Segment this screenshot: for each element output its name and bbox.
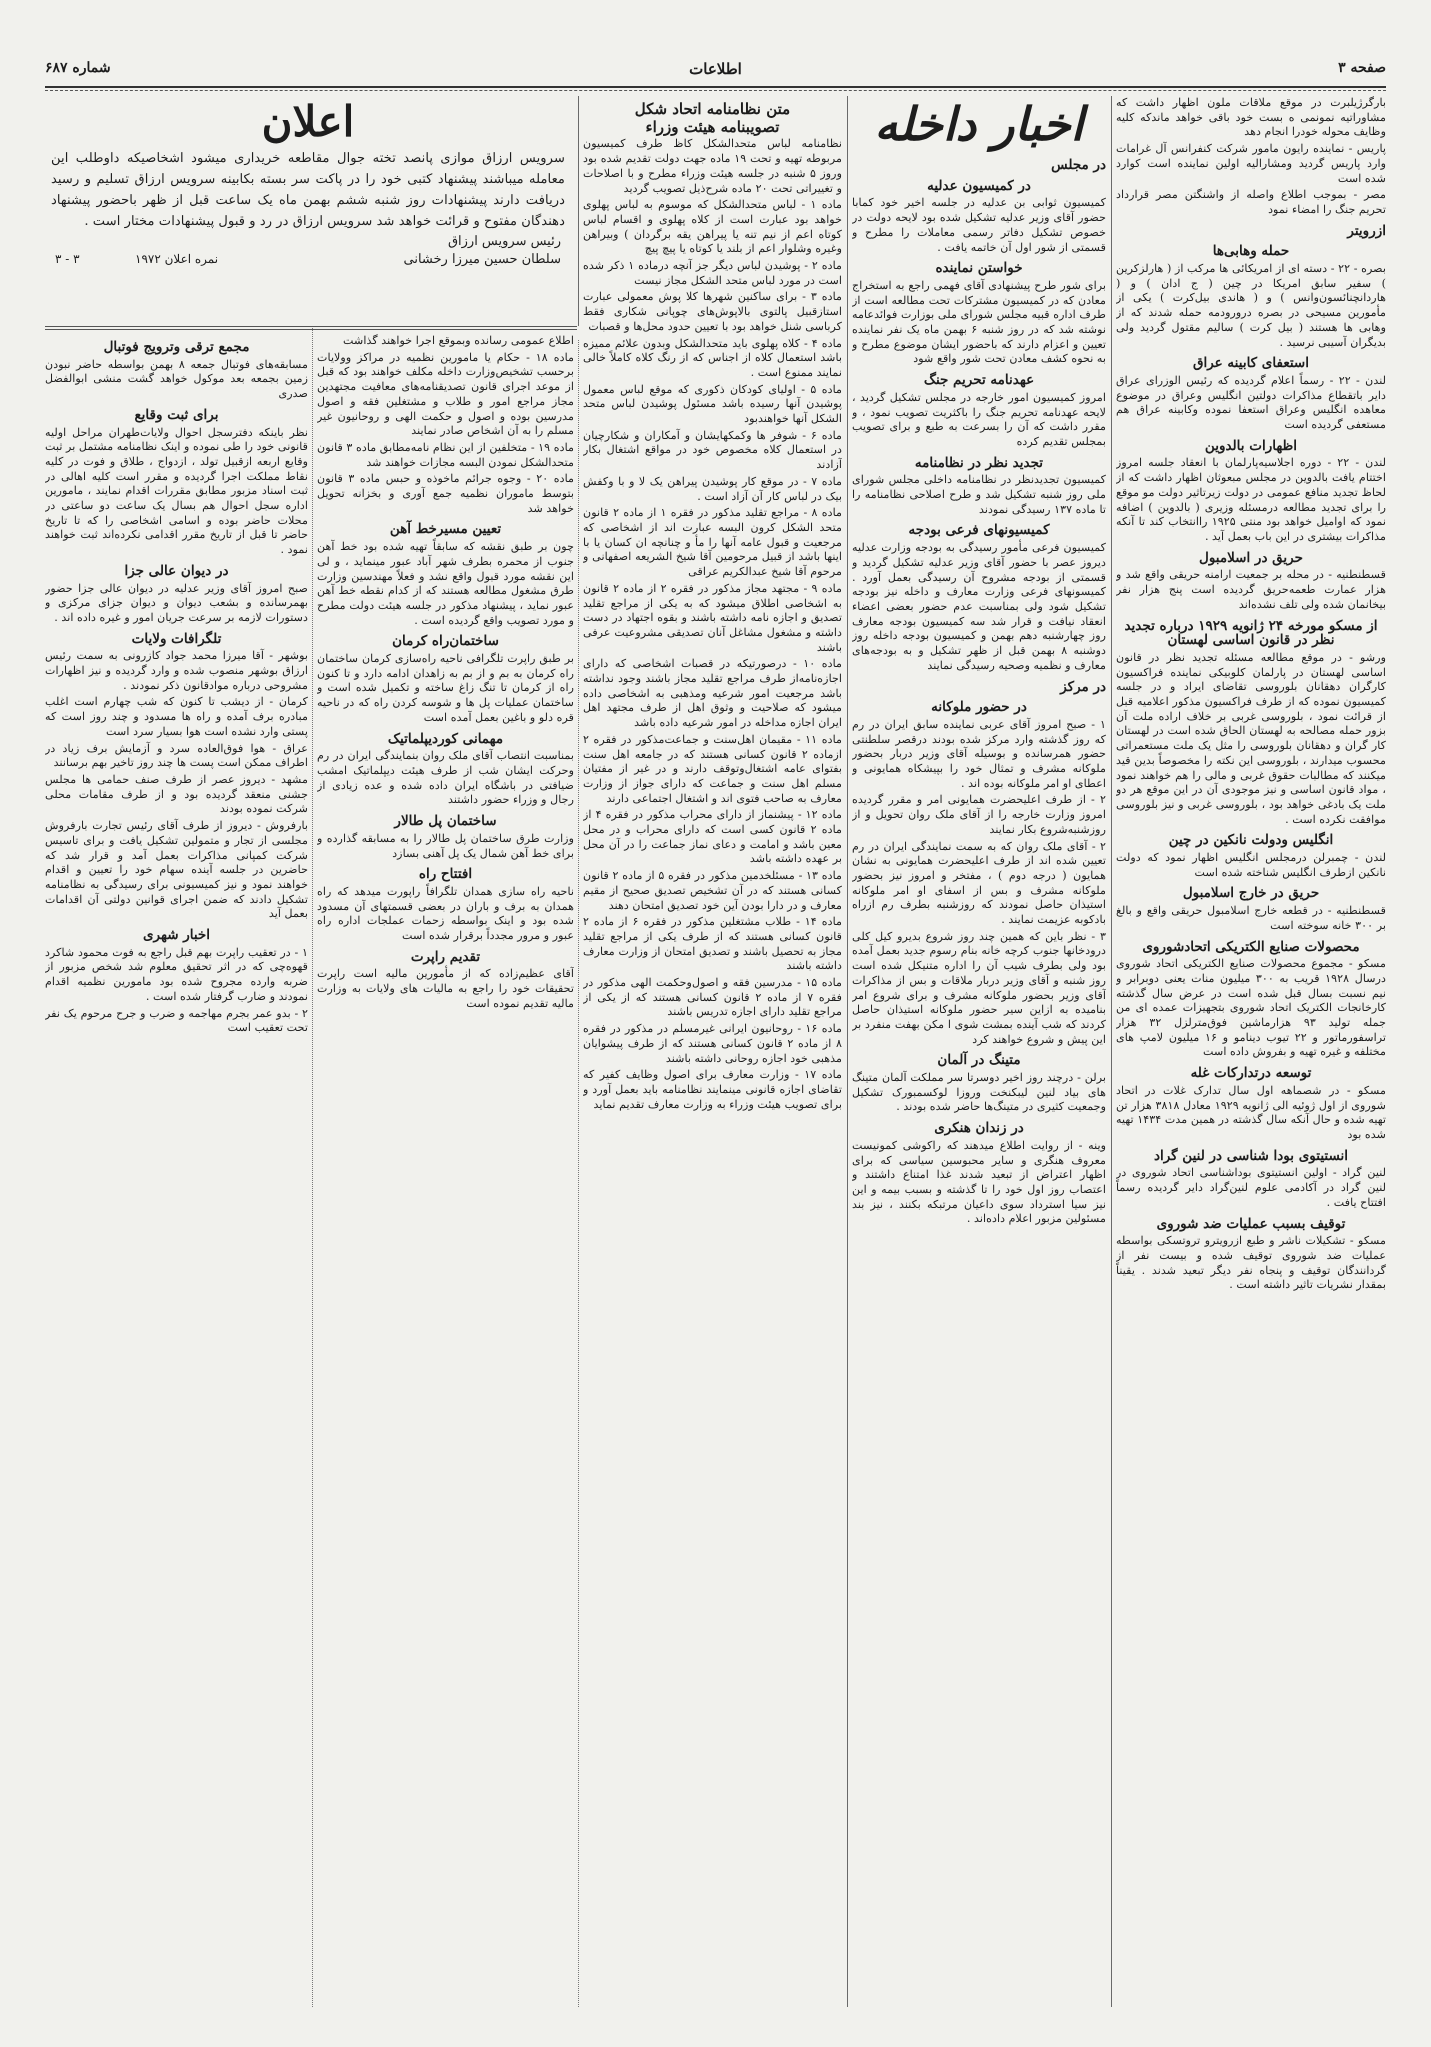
article-heading: خواستن نماینده [935,260,1023,277]
signature-title: رئیس سرویس ارزاق [447,234,561,249]
news-paragraph: ۱ - در تعقیب راپرت بهم قبل راجع به فوت محمود شاکرد قهوه‌چی که در اثر تحقیق معلوم شد شخص مزبور از ضربه وارده مجروح شده بود مامورین نظمیه اقدام نمودند و ضارب گرفتار شده است . [45,945,308,1003]
news-paragraph: مسکو - در شصماهه اول سال تدارک غلات در اتحاد شوروی از اول ژوئیه الی ژانویه ۱۹۲۹ معادل ۳۸۱۸ هزار تن تهیه شده و حال آنکه سال گذشته در همین مدت ۱۴۳۴ تهیه شده بود [1116,1083,1386,1141]
news-paragraph: ماده ۸ - مراجع تقلید مذکور در فقره ۱ از ماده ۲ قانون متحد الشکل کرون البسه عبارت اند از اشخاصی که مرجعیت و قبول عامه آنها را مأ و چنانچه ان کسان یا با اینها باشد از قبیل مرحومین آقا شیخ الشریعه اصفهانی و مرحوم آقا شیخ عبدالکریم عراقی [583,506,842,579]
news-paragraph: ماده ۲ - پوشیدن لباس دیگر جز آنچه درماده ۱ ذکر شده است در مورد لباس متحد الشکل مجاز نیست [583,259,842,287]
announcement-sequence: ۳ - ۳ [55,252,80,266]
announcement-box [45,96,571,272]
news-paragraph: لندن - ۲۲ - رسماً اعلام گردیده که رئیس الوزرای عراق دایر باتقطاع مذاکرات دولتین انگلیس وعراق در موضوع معاهده انگلیس‌ وعراق استعفا نموده وکابینه عراق هم مستعفی گردیده است [1116,373,1386,432]
news-paragraph: بوشهر - آقا میرزا محمد جواد کازرونی به سمت رئیس ارزاق بوشهر منصوب شده و وارد گردیده و نیز اظهارات مشروحی درباره موادقانون ذکر نمودند . [45,649,308,692]
news-paragraph: بمناسبت انتصاب آقای ملک روان بنمایندگی ایران در رم وحرکت ایشان شب از طرف هیئت دیپلماتیک امشب ضیافتی در باشگاه ایران داده شده و عده زیادی از رجال و وزراء حضور داشتند [317,749,574,807]
news-paragraph: لندن - چمبرلن درمجلس انگلیس اظهار نمود که دولت نانکین ازطرف انگلیس شناخته شده است [1116,851,1386,879]
newspaper-name: اطلاعات [689,60,742,78]
article-heading: استعفای کابینه عراق [1193,355,1309,372]
news-paragraph: نظر باینکه دفترسجل احوال ولایات‌طهران مراحل اولیه قانونی خود را طی نموده و اینک نظامنامه مشتمل بر ثبت وقایع اربعه ازقبیل تولد ، ازدواج ، طلاق و فوت در کلیه نقاط مملکت اجرا گردیده و مقرر است کلیه اهالی در ثبت اسناد مزبور مطابق مقررات اقدام نمایند ، مامورین اداره سجل احوال هم بسال یک ساعت دو ساعتی در محلات حاضر بوده و اسامی اشخاصی را که تا تاریخ حاضر تا قبل از تاریخ مقرر اقدامی نکرده‌اند ثبت خواهند نمود . [45,425,308,557]
news-paragraph: ماده ۱۹ - متخلفین از این نظام نامه‌مطابق ماده ۳ قانون متحدالشکل نمودن البسه مجازات خواهند شد [317,440,574,469]
news-paragraph: مسابقه‌های فوتبال جمعه ۸ بهمن بواسطه حاضر نبودن زمین بجمعه بعد موکول خواهد گشت منشی ابوالفضل صدری [45,357,308,401]
news-paragraph: ورشو - در موقع مطالعه مسئله تجدید نظر در قانون اساسی لهستان در پارلمان کلوبیکی نماینده فراکسیون کارگران دهقانان بلوروسی تقاضای ایراد و در جلسه کمیسیون نموده که از طرف فراکسیون مذکور اعلامیه قبل از قرائت نمود ، بلوروسی غربی بر خلاف اراده ملت آن بزور حمله مصالحه به لهستان الحاق شده است در لهستان کار گران و دهقانان بلوروسی را مثل یک ملت مستعمراتی محسوب میدارند ، بلوروسی این نکته را مخصوصاً بدین قید میکنند که مطالبات حقوق غربی و مالی را هم خواهند نمود ، مواد قانون اساسی و نیز موجودی آن در این موقع هر دو ملت یک بادغی خواهد بود ، بلوروسی غربی و نیز بلوروسی موافقت نکرده است . [1116,650,1386,826]
article-heading: کمیسیونهای فرعی بودجه [908,522,1050,539]
news-paragraph: لندن - ۲۲ - دوره اجلاسیه‌پارلمان با انعقاد جلسه امروز اختتام یافت بالدوین در مجلس مبعوثان اظهار داشت که از لحاظ تجدید منافع عمومی در دولت زیرتاثیر دولت مو موقع را برای تجدید مطالعه درمسئله وزیری ( بالدوین ) اضافه نمود که اوامیل خواهد بود منتی ۱۹۲۵ راانتخاب کند تا آنکه مذاکرات بیشتری در این باب بعمل آید . [1116,456,1386,543]
column-4 [317,334,574,2007]
page-header [45,58,1386,84]
news-paragraph: ۱ - صبح امروز آقای عربی نماینده سابق ایران در رم که روز گذشته وارد مرکز شده بودند درقصر سلطنتی حضور همرسانده و بوسیله آقای وزیر دربار بحضور ملوکانه مشرف و تمثال خود را بپیشکاه همایونی و اعطای او امر ملوکانه بوده اند . [852,717,1106,790]
column-5 [45,334,308,2007]
news-paragraph: ماده ۵ - اولیای کودکان ذکوری که موقع لباس معمول پوشیدن آنها رسیده باشد مسئول پوشیدن لباس متحد الشکل آنها خواهندبود [583,382,842,426]
news-paragraph: ماده ۱ - لباس متحدالشکل که موسوم به لباس پهلوی خواهد بود عبارت است از کلاه پهلوی و اقسام لباس کوتاه اعم از نیم تنه یا پیراهن یقه برگردان ) وبیراهن وغیره وشلوار اعم از بلند یا کوتاه یا پیچ پیچ [583,198,842,256]
article-heading: اخبار شهری [142,927,211,944]
news-paragraph: کمیسیون ثوابی بن عدلیه در جلسه اخیر خود کمابا حضور آقای وزیر عدلیه تشکیل شده بود لایحه دولت در خصوص تشکیل دفاتر رسمی معاملات را مطرح و قسمتی از شور اول آن خاتمه یافت . [852,196,1106,254]
news-paragraph: مشهد - دیروز عصر از طرف صنف حمامی ها مجلس جشنی منعقد گردیده بود و از طرف مقامات محلی شرکت نموده بودند [45,772,308,816]
article-heading: متینگ در آلمان [937,1052,1021,1069]
news-paragraph: بارفروش - دیروز از طرف آقای رئیس تجارت بارفروش مجلسی از تجار و متمولین تشکیل یافت و برای تاسیس شرکت کمپانی مذاکرات بعمل آمد و قرار شد که حاضرین در جلسه آینده سهام خود را تعیین و اقدام خواهند نمود و نیز کمیسیونی برای رسیدگی به نظامنامه تشکیل دادند که ضمن اجرای قوانین دولتی آن اقدامات بعمل آید [45,819,308,921]
news-paragraph: بصره - ۲۲ - دسته ای از امریکائی ها مرکب از ( هارلزکرین ) سفیر سابق امریکا در چین ( ج ادان ) و ( هاردانچنائسون‌وانس ) و ( هاندی‌ بیل‌کرت ) یکی از مأمورین مسیحی در بصره درورودمه حمله شدند که از وهابی ها هستند ( بیل کرت ) سالیم مقتول گردید ولی بدیگران آسیبی نرسید . [1116,262,1386,349]
article-heading: انگلیس ودولت نانکین در چین [1168,832,1334,849]
news-paragraph: امروز کمیسیون امور خارجه در مجلس تشکیل گردید ، لایحه عهدنامه تحریم جنگ را باکثریت تصویب نمود ، و مقرر داشت که آن را بسرعت به طبع و برای تصویب بمجلس تقدیم کرده [852,390,1106,448]
news-paragraph: بر طبق راپرت تلگرافی ناحیه راه‌سازی کرمان ساختمان راه کرمان به بم و از بم به زاهدان ادامه دارد و تا کنون راه از کرمان تا تنگ زاغ ساخته و تکمیل شده است و ساختمان عملیات پل ها و شوسه کردن راه که در ناحیه قره دلو و باغین بعمل آمده است [317,652,574,724]
article-heading: در کمیسیون عدلیه [927,177,1031,194]
article-heading: توقیف بسبب عملیات ضد شوروی [1156,1215,1346,1232]
news-paragraph: وزارت طرق ساختمان پل طالار را به مسابقه گذارده و برای خط آهن شمال یک پل آهنی بسازد [317,831,574,860]
ad-bottom-rule [45,326,577,327]
article-heading: در زندان هنکری [934,1120,1024,1137]
news-paragraph: ماده ۱۵ - مدرسین فقه و اصول‌وحکمت الهی مذکور در فقره ۷ از ماده ۲ قانون کسانی هستند که از یکی از مراجع تقلید دارای اجازه تدریس باشند [583,976,842,1019]
news-paragraph: چون بر طبق نقشه که سابقاً تهیه شده بود خط آهن جنوب از محمره بطرف شهر آباد عبور مینماید ، و لی این نقشه مورد قبول واقع نشد و فعلاً مهندسین وزارت طرق مشغول مطالعه هستند که از کدام نقطه خط آهن عبور نماید ، پیشنهاد مذکور در جلسه هیئت دولت مطرح و مورد تصویب واقع گردیده است . [317,540,574,627]
article-heading: تقدیم راپرت [410,948,481,965]
article-heading: حریق در خارج اسلامبول [1182,885,1320,902]
news-paragraph: نظامنامه لباس متحدالشکل کاظ طرف کمیسیون مربوطه تهیه و تحت ۱۹ ماده جهت دولت تقدیم شده بود وروز ۵ شنبه در جلسه هیئت وزراء مطرح و با اصلاحات و تغییراتی تحت ۲۰ ماده شرح‌ذیل تصویب گردید [583,137,842,195]
news-paragraph: ماده ۲۰ - وجوه جرائم ماخوذه و حبس ماده ۳ قانون بتوسط ماموران نظمیه جمع آوری و بخزانه تحویل خواهد شد [317,472,574,515]
news-paragraph: ماده ۷ - در موقع کار پوشیدن پیراهن یک لا و با وکفش بیک در لباس کار آن آزاد است . [583,474,842,503]
column-divider [578,340,579,2007]
header-dotted-rule [45,90,1386,91]
news-paragraph: ماده ۱۱ - مقیمان اهل‌سنت و جماعت‌مذکور در فقره ۲ ازماده ۲ قانون کسانی هستند که در جامعه اهل سنت بفتوای عامه اشتغال‌وتوقف دارند و در غیر از مفتیان مسلم اهل سنت و جماعت که دارای جواز از وزارت معارف به صاحب فتوی اند و اشتغال اجتماعی دارند [583,732,842,805]
article-heading: متن نظامنامه اتحاد شکل [634,100,791,118]
news-paragraph: پاریس - نماینده رایون مامور شرکت کنفرانس آل غرامات وارد پاریس گردید ومشاراليه اولین نماینده است کوارد شده است [1116,142,1386,185]
column-divider [1111,96,1112,2007]
announcement-text: سرویس ارزاق موازی پانصد تخته جوال مقاطعه خریداری میشود اشخاصیکه داوطلب این معامله میباشند پیشنهاد کتبی خود را در پاکت سر بسته بکابینه سرویس ارزاق تسلیم و رسید دریافت دارند پیشنهادات روز شنبه ششم بهمن ماه یک ساعت قبل از ظهر باحضور پیشنهاد دهندگان مفتوح و قرائت خواهد شد سرویس ارزاق در رد و قبول پیشنهادات مختار است . [51,151,565,229]
domestic-news-title: اخبار داخله [874,97,1084,151]
article-heading: مهمانی کوردیپلماتیک [387,730,504,747]
news-paragraph: ۳ - نظر باین که همین چند روز شروع بدیرو کیل کلی درودخانها جنوب کرچه خانه بنام رسوم جدید بعمل آمده بود ولی بطرف شیب آن را اداره متنیکل شده است روز شنبه و آقای وزیر دربار ملاقات و بس از مذاکرات آقای وزیر بحضور ملوکانه مشرف و برای شروع امر بنامیده به ازاین سیر حضور ملوکانه استیذان حاصل کردند که شب آینده بمشت شوی ا مکن بهفت منفرد بر این پیش و شروع خواهند کرد [852,929,1106,1046]
article-heading: برای ثبت وقایع [134,406,219,423]
news-paragraph: قسطنطنیه - در قطعه خارج اسلامبول حریقی واقع و بالغ بر ۳۰۰ خانه سوخته است [1116,904,1386,932]
news-paragraph: قسطنطنیه - در محله بر جمعیت ارامنه حریقی واقع شد و هزار عمارت طعمه‌حریق گردیده است پنج هزار نفر بیخانمان شده ولی تلف نشده‌اند [1116,568,1386,611]
header-rule [45,86,1386,88]
news-paragraph: صبح امروز آقای وزیر عدلیه در دیوان عالی جزا حضور بهمرسانده و بشعب دیوان و دیوان جزای مرکزی و دستورات لازمه بر سرعت جریان امور و غیره داده اند . [45,581,308,624]
news-paragraph: ماده ۱۶ - روحانیون ایرانی غیرمسلم در مذکور در فقره ۸ از ماده ۲ قانون کسانی هستند که از طرف پیشوایان مذهبی خود اجازه روحانی داشته باشند [583,1022,842,1065]
article-heading: حمله وهابی‌ها [1212,243,1290,260]
article-heading: در دیوان عالی جزا [124,562,229,579]
article-heading: افتتاح راه [418,866,473,883]
news-paragraph: برای شور طرح پیشنهادی آقای فهمی راجع به استخراج معادن که در کمیسیون مشترکات تحت مطالعه است از طرف اداره قبیه مجلس شورای ملی بوزارت فوائدعامه نوشته شد که در روز شنبه ۶ بهمن ماه یک نفر نماینده تعیین و اعزام دارند که باحضور ایشان موضوع مطرح و به نحوه کشف معادن تحت شور واقع شود [852,278,1106,366]
section-heading: ازرویتر [1347,222,1386,239]
section-heading: در مجلس [1051,157,1106,173]
news-paragraph: ماده ۱۳ - مسئلخدمین مذکور در فقره ۵ از ماده ۲ قانون کسانی هستند که در آن تشخیص تصدیق صحیح از مقیم معارف و در دارا بودن آین خود تصدیق امتحان دهند [583,869,842,912]
article-heading: تعیین مسیرخط آهن [389,521,502,538]
announcement-number: نمره اعلان ۱۹۷۲ [135,252,219,266]
news-paragraph: ماده ۱۸ - حکام یا مامورین نظمیه در مراکز وولایات برحسب تشخیص‌وزارت داخله مکلف خواهند بود که قبل از موعد اجرای قانون تصدیقنامه‌های معافیت مجتهدین مجاز مراجع امور و طلاب و مشتغلین فقه و اصول مدرسین بوده و اصول و حکمت الهی و روحانیون غیر مسلم را به آن اشخاص صادر نمایند [317,350,574,438]
news-paragraph: اطلاع عمومی رسانده وبموقع اجرا خواهند گذاشت [343,334,574,347]
news-paragraph: کرمان - از دیشب تا کنون که شب چهارم است اغلب مبادره برف آمده و راه ها مسدود و چند روز است که پستی وارد نشده است هوا بسیار سرد است [45,695,308,738]
announcement-signature [45,232,571,272]
article-heading: انستیتوی بودا شناسی در لنین گراد [1153,1147,1349,1164]
article-heading: مجمع ترقی وترویج فوتبال [103,339,250,355]
news-paragraph: آقای عظیم‌زاده که از مأمورین مالیه است راپرت تحقیقات خود را راجع به مالیات های ولایات به وزارت مالیه تقدیم نموده است [317,967,574,1010]
article-heading: محصولات صنایع الکتریکی اتحادشوروی [1142,938,1360,955]
news-paragraph: لنین گراد - اولین انستیتوی بوداشناسی اتحاد شوروی در لنین گراد در آکادمی علوم لنین‌گراد دایر گردیده رسماً افتتاح یافت . [1116,1166,1386,1209]
article-heading: تلگرافات ولایات [131,630,222,647]
column-2 [852,96,1106,2007]
news-paragraph: ماده ۱۲ - پیشنماز از دارای محراب مذکور در فقره ۴ از ماده ۲ قانون کسی است که دارای محراب و در محل معین باشد و امامت و دعای نماز جماعت را در آن محل بر عهده داشته باشد [583,808,842,866]
news-paragraph: ماده ۹ - مجتهد مجاز مذکور در فقره ۲ از ماده ۲ قانون به اشخاصی اطلاق میشود که به یکی از مراجع تقلید تصدیق و اجازه نامه داشته باشند و بقوه اجتهاد در دست داشته و مشغول مشاغل آنان تصدیقی مشروعیت عرفی باشند [583,581,842,654]
issue-number: شماره ۶۸۷ [45,60,111,76]
announcement-title: اعلان [261,97,355,146]
column-3 [583,96,842,2007]
news-paragraph: وینه - از روایت اطلاع میدهند که راکوشی کمونیست معروف هنگری و سایر محبوسین سیاسی که برای اظهار اعتراض از تبعید شدند غذا امتناع داشتند و اعتصاب روز اول خود را تا گذشته و بسبب بیمه و این نیز سیا استرداد سوی داعیان مرتبکه بکنند ، نیز بند مسئولین مزبور اعلام داده‌اند . [852,1138,1106,1226]
news-paragraph: ماده ۴ - کلاه پهلوی باید متحدالشکل وبدون علائم ممیزه باشد استعمال کلاه از اجناس که از رنگ کلاه کاملاً خالی نمایند ممنوع است . [583,336,842,379]
news-paragraph: کمیسیون فرعی مأمور رسیدگی به بودجه وزارت عدلیه دیروز عصر با حضور آقای وزیر عدلیه تشکیل گردید و قسمتی از بودجه مشروح آن رسیدگی بعمل آورد . کمیسونهای فرعی وزارت معارف و داخله نیز بودجه تشکیل شود ولی بمناسبت عدم حضور بعضی اعضاء انعقاد نیافت و قرار شد سه کمیسیون بودجه معارف روز چهارشنبه دهم بهمن و کمیسیون بودجه داخله روز دوشنبه ۸ بهمن قبل از ظهر تشکیل و به بودجه‌های معارف و نظمیه وصحیه رسیدگی نمایند [852,541,1106,672]
article-heading: حریق در اسلامبول [1199,549,1303,566]
news-paragraph: ماده ۱۴ - طلاب مشتغلین مذکور در فقره ۶ از ماده ۲ قانون کسانی هستند که از طرف یکی از مراجع تقلید مجاز به تحصیل باشند و تصدیق امتحان از وزارت معارف داشته باشند [583,915,842,973]
page-number: صفحه ۳ [1338,60,1386,76]
column-divider [578,96,579,326]
signature-name: سلطان حسین میرزا رخشانی [403,252,561,267]
section-heading: در مرکز [1060,678,1106,695]
news-paragraph: مسکو - مجموع محصولات صنایع الکتریکی اتحاد شوروی درسال ۱۹۲۸ قریب به ۳۰۰ میلیون منات یعنی دوبرابر و نیم نسبت بسال قبل شده است در عرض سال گذشته کارخانجات الکتریک اتحاد شوروی بتجهیزات عمده ای من جمله تولید ۹۳ هزارماشین فوق‌مترلزل ۳۲ هزار تراسفورماتور و ۲۲ تیوب دینامو و ۱۶ میلیون لامپ های مختلفه و غیره تهیه و بفروش داده است [1116,957,1386,1059]
article-heading: ساختمان‌راه کرمان [392,633,499,650]
article-heading: از مسکو مورخه ۲۴ ژانویه ۱۹۲۹ درباره تجدید نظر در قانون اساسی لهستان [1124,617,1378,649]
column-divider [847,96,848,2007]
news-paragraph: ۲ - از طرف اعلیحضرت همایونی امر و مقرر گردیده امروز وزارت خارجه را از آقای ملک روان تحویل و از روزشنبه‌شروع بکار نمایند [852,793,1106,836]
article-heading: تجدید نظر در نظامنامه [914,454,1044,471]
article-subheading: تصویبنامه هیئت وزراء [645,117,780,136]
news-paragraph: کمیسیون تجدیدنظر در نظامنامه داخلی مجلس شورای ملی روز شنبه تشکیل شد و طرح اصلاحی نظامنامه را تا ماده ۱۳۷ رسیدگی نمودند [852,473,1106,516]
column-1 [1116,96,1386,2007]
news-paragraph: ماده ۱۰ - درصورتیکه در قصبات اشخاصی که دارای اجازه‌نامه‌از طرف مراجع تقلید مجاز باشند وجود نداشته باشد مرجعیت امور شرعیه ومذهبی به اشخاصی داده میشود که صلاحیت و وثوق اهل از طرف مجتهد اهل ایران اجازه مداخله در امور شرعیه داده باشد [583,657,842,730]
article-heading: عهدنامه تحریم جنگ [923,372,1035,389]
article-heading: ساختمان پل طالار [394,813,497,830]
news-paragraph: ناحیه راه سازی همدان تلگرافاً راپورت میدهد که راه همدان به برف و باران در بعضی قسمتهای آن مسدود شده بود و اینک بواسطه زحمات عملجات اداره راه عبور و مرور مجدداً برقرار شده است [317,884,574,943]
article-heading: اظهارات بالدوین [1204,437,1298,454]
news-paragraph: ماده ۶ - شوفر ها وکمکهایشان و آمکاران و شکارچیان در استعمال کلاه مخصوص خود در مواقع اشتغال بکار آزادند [583,428,842,472]
article-heading: در حضور ملوکانه [931,699,1027,716]
news-paragraph: مسکو - تشکیلات ناشر و طبع ازرویترو تروتسکی بواسطه عملیات ضد شوروی توقیف شده و بیست نفر از گردانندگان توقیف و پنجاه نفر دیگر تبعید شدند . یقیناً بمقدار نشریات تاثیر داشته است . [1116,1234,1386,1292]
ad-bottom-rule [45,329,577,330]
news-paragraph: برلن - درچند روز اخیر دوسرتا سر مملکت آلمان متینگ های بیاد لنین لیبکنخت وروزا لوکسمبورک تشکیل وجمعیت کثیری در متینگ‌ها حاضر شده بودند . [852,1071,1106,1114]
article-heading: توسعه درتدارکات غله [1190,1065,1312,1082]
news-paragraph: مصر - بموجب اطلاع واصله از واشنگتن مصر قرارداد تحریم جنگ را امضاء نمود [1116,188,1386,216]
news-paragraph: ۲ - بدو عمر بجرم مهاجمه و ضرب و جرح مرحوم یک نفر تحت تعقیب است [45,1006,308,1035]
news-paragraph: ۲ - آقای ملک روان که به سمت نمایندگی ایران در رم تعیین شده اند از طرف اعلیحضرت همایونی به نشان همایون ( درجه دوم ) ، مفتخر و امروز نیز بحضور ملوکانه مشرف و بس از اسفای او امر ملوکانه استیذان حاصل نمودند که روزشنبه بطرف رم ازراه بادکوبه عزیمت نمایند . [852,839,1106,927]
column-divider [312,328,313,2007]
news-paragraph: ماده ۳ - برای ساکنین شهرها کلا پوش معمولی عبارت استازقبیل پالتوی بالاپوش‌های چوپانی شکاری فقط کرباسی شنل خواهد بود با تعیین حدود محل‌ها و قصبات [583,290,842,333]
news-paragraph: بارگرژیلبرت در موقع ملاقات ملون اظهار داشت که مشاوراتیه نمونمی ه بست خود باقی خواهد ماندکه کلیه وظایف محوله خودرا انجام دهد [1116,96,1386,139]
news-paragraph: ماده ۱۷ - وزارت معارف برای اصول وظایف کفیر که تقاضای اجازه قانونی مینمایند نظامنامه باید بعمل آورد و برای تصویب هیئت وزراء به وزارت معارف تقدیم نماید [583,1068,842,1111]
news-paragraph: عراق - هوا فوق‌العاده سرد و آزمایش برف زیاد در اطراف ممکن است پست ها چند روز تاخیر بهم برسانند [45,741,308,770]
